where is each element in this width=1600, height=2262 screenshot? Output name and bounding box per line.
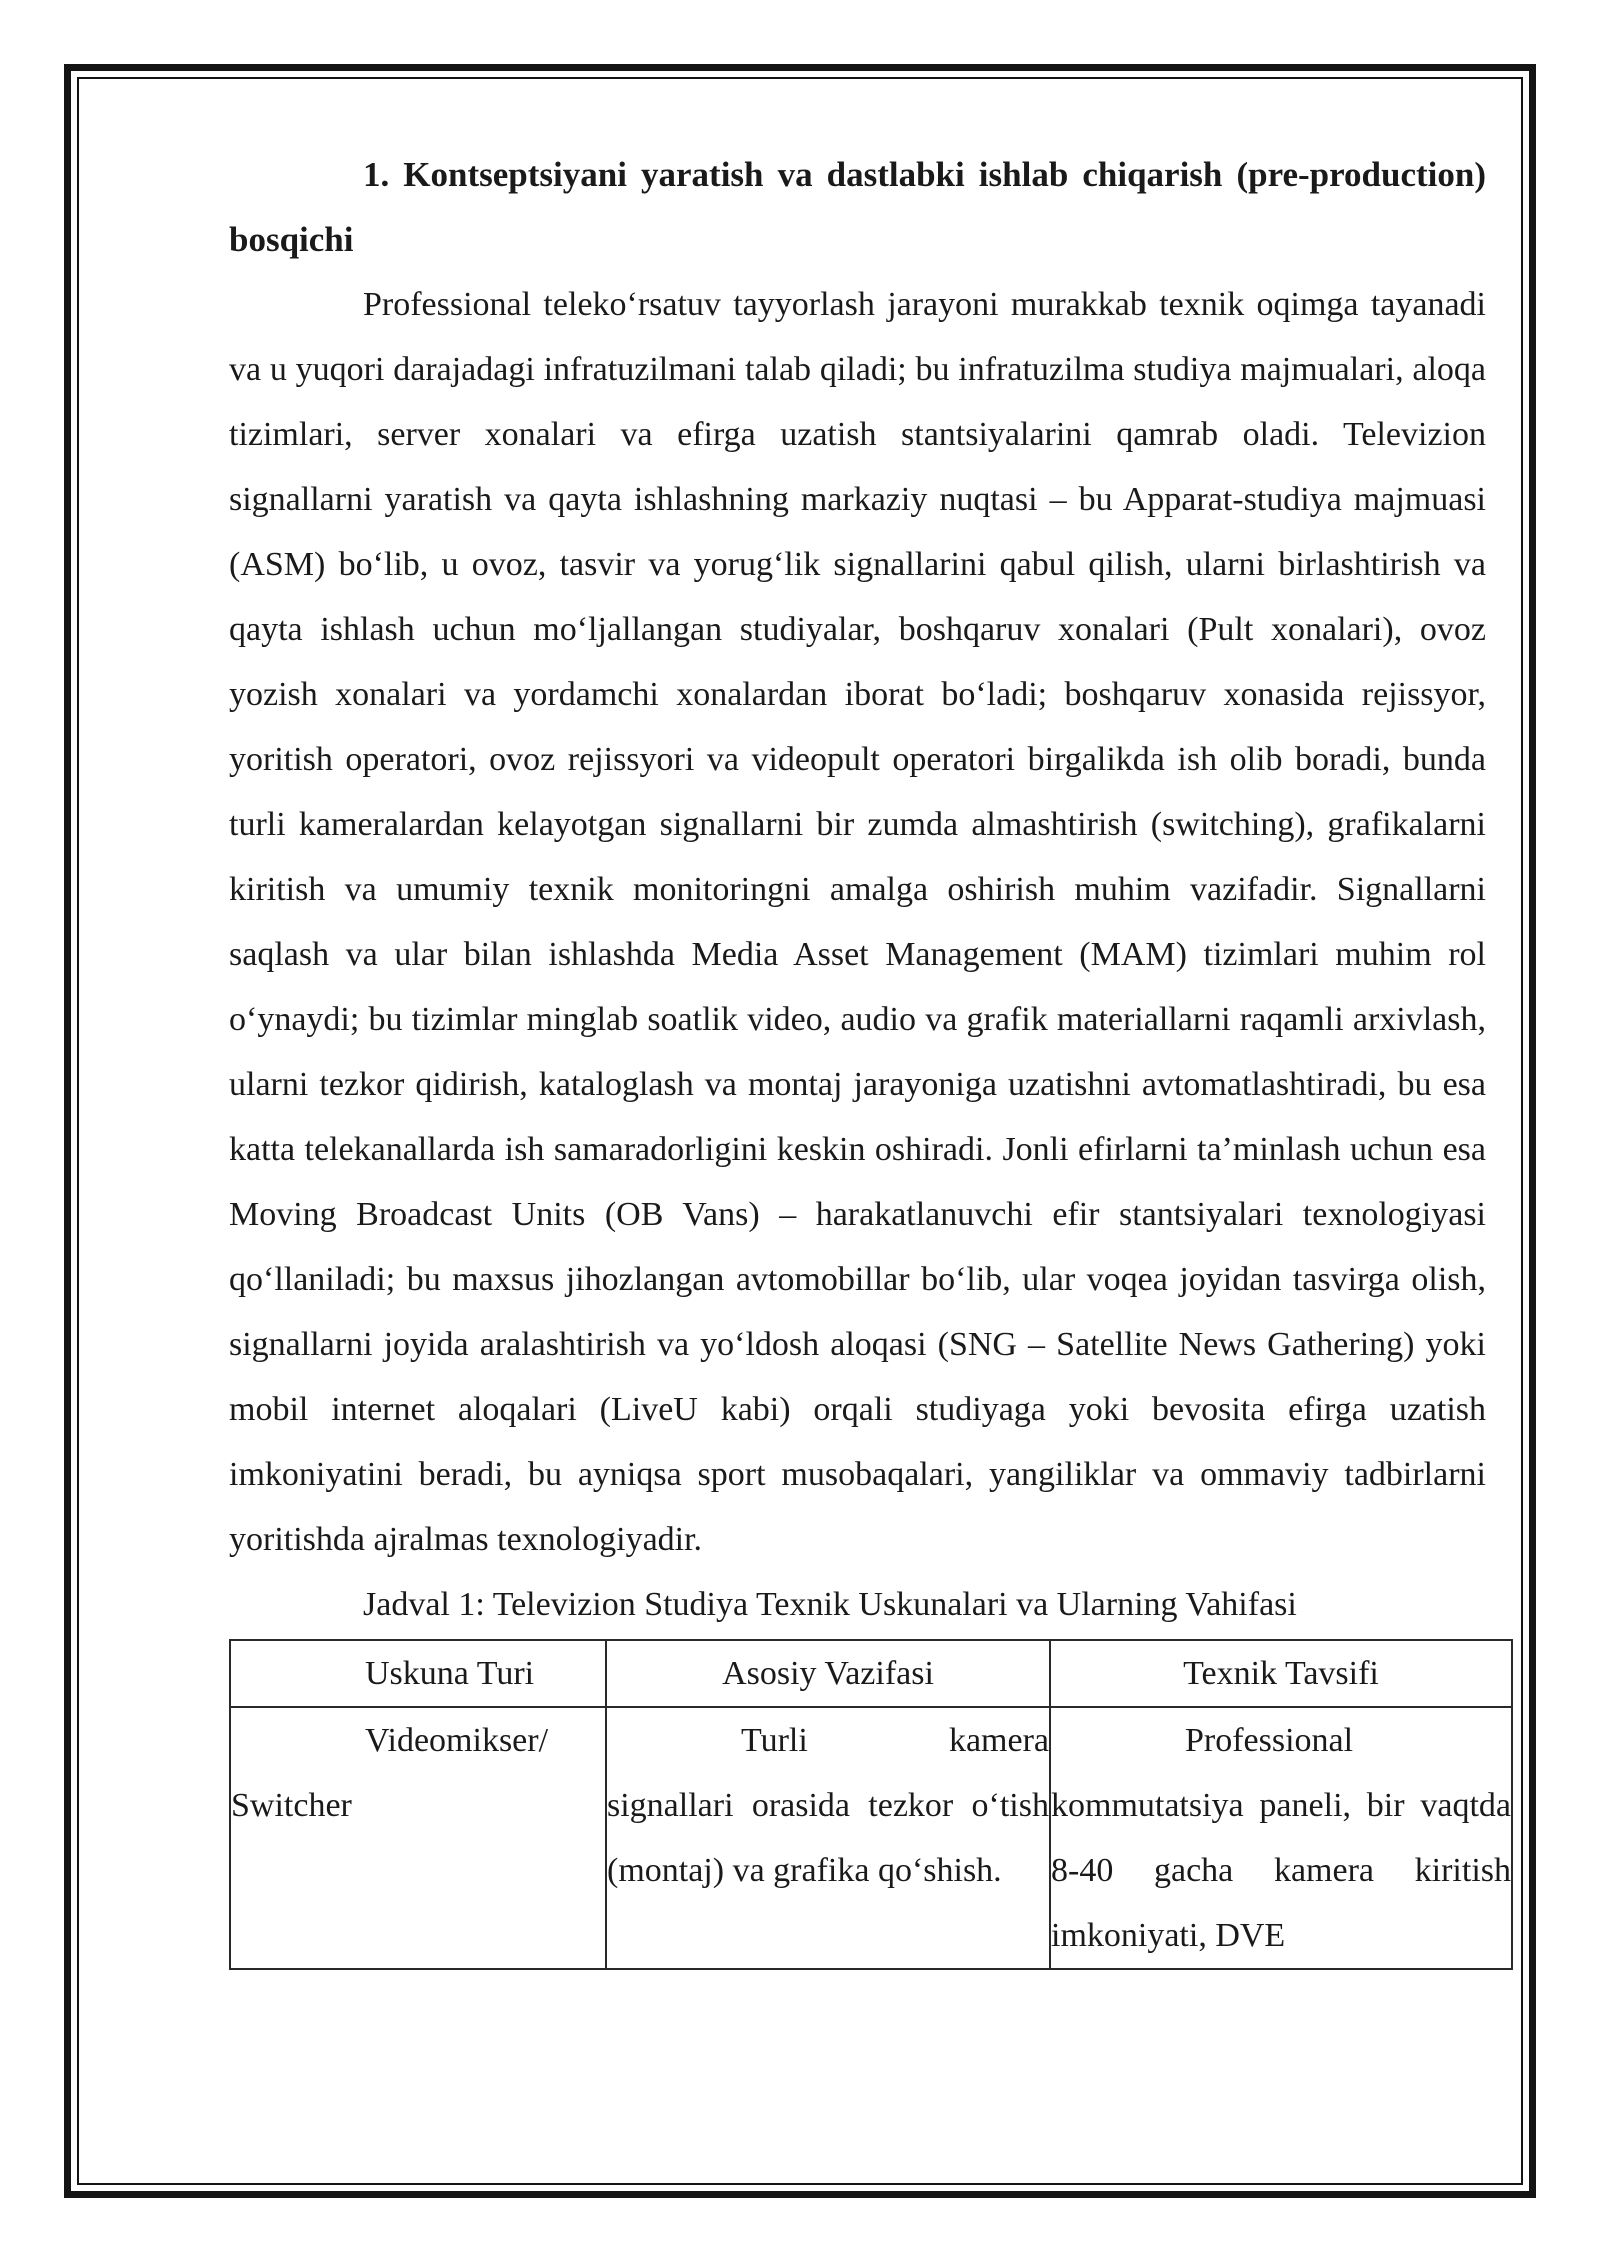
document-body — [229, 142, 1511, 1970]
table-row — [230, 1707, 1512, 1969]
cell-function — [606, 1707, 1050, 1969]
equipment-table — [229, 1639, 1513, 1970]
cell-description — [1050, 1707, 1512, 1969]
header-equipment-type: Uskuna Turi — [230, 1640, 606, 1707]
header-main-function: Asosiy Vazifasi — [606, 1640, 1050, 1707]
section-heading: 1. Kontseptsiyani yaratish va dastlabki ishlab chiqarish (pre-production) bosqichi — [229, 155, 1486, 259]
body-paragraph: Professional teleko‘rsatuv tayyorlash jarayoni murakkab texnik oqimga tayanadi va u yuqori darajadagi infratuzilmani talab qiladi; bu infratuzilma studiya majmualari, aloqa tizimlari, server xonalari va efirga uzatish stantsiyalarini qamrab oladi. Televizion signallarni yaratish va qayta ishlashning markaziy nuqtasi – bu Apparat-studiya majmuasi (ASM) bo‘lib, u ovoz, tasvir va yorug‘lik signallarini qabul qilish, ularni birlashtirish va qayta ishlash uchun mo‘ljallangan studiyalar, boshqaruv xonalari (Pult xonalari), ovoz yozish xonalari va yordamchi xonalardan iborat bo‘ladi; boshqaruv xonasida rejissyor, yoritish operatori, ovoz rejissyori va videopult operatori birgalikda ish olib boradi, bunda turli kameralardan kelayotgan signallarni bir zumda almashtirish (switching), grafikalarni kiritish va umumiy texnik monitoringni amalga oshirish muhim vazifadir. Signallarni saqlash va ular bilan ishlashda Media Asset Management (MAM) tizimlari muhim rol o‘ynaydi; bu tizimlar minglab soatlik video, audio va grafik materiallarni raqamli arxivlash, ularni tezkor qidirish, kataloglash va montaj jarayoniga uzatishni avtomatlashtiradi, bu esa katta telekanallarda ish samaradorligini keskin oshiradi. Jonli efirlarni ta’minlash uchun esa Moving Broadcast Units (OB Vans) – harakatlanuvchi efir stantsiyalari texnologiyasi qo‘llaniladi; bu maxsus jihozlangan avtomobillar bo‘lib, ular voqea joyidan tasvirga olish, signallarni joyida aralashtirish va yo‘ldosh aloqasi (SNG – Satellite News Gathering) yoki mobil internet aloqalari (LiveU kabi) orqali studiyaga yoki bevosita efirga uzatish imkoniyatini beradi, bu ayniqsa sport musobaqalari, yangiliklar va ommaviy tadbirlarni yoritishda ajralmas texnologiyadir. — [229, 286, 1486, 1558]
table-caption: Jadval 1: Televizion Studiya Texnik Uskunalari va Ularning Vahifasi — [363, 1586, 1297, 1623]
cell-function-text: Turli kamera signallari orasida tezkor o‘tish (montaj) va grafika qo‘shish. — [607, 1722, 1049, 1889]
table-header-row — [230, 1640, 1512, 1707]
header-technical-description: Texnik Tavsifi — [1050, 1640, 1512, 1707]
cell-description-text: Professional kommutatsiya paneli, bir vaqtda 8-40 gacha kamera kiritish imkoniyati, DVE — [1051, 1722, 1511, 1954]
cell-equipment-text: Videomikser/ Switcher — [231, 1722, 549, 1824]
cell-equipment — [230, 1707, 606, 1969]
